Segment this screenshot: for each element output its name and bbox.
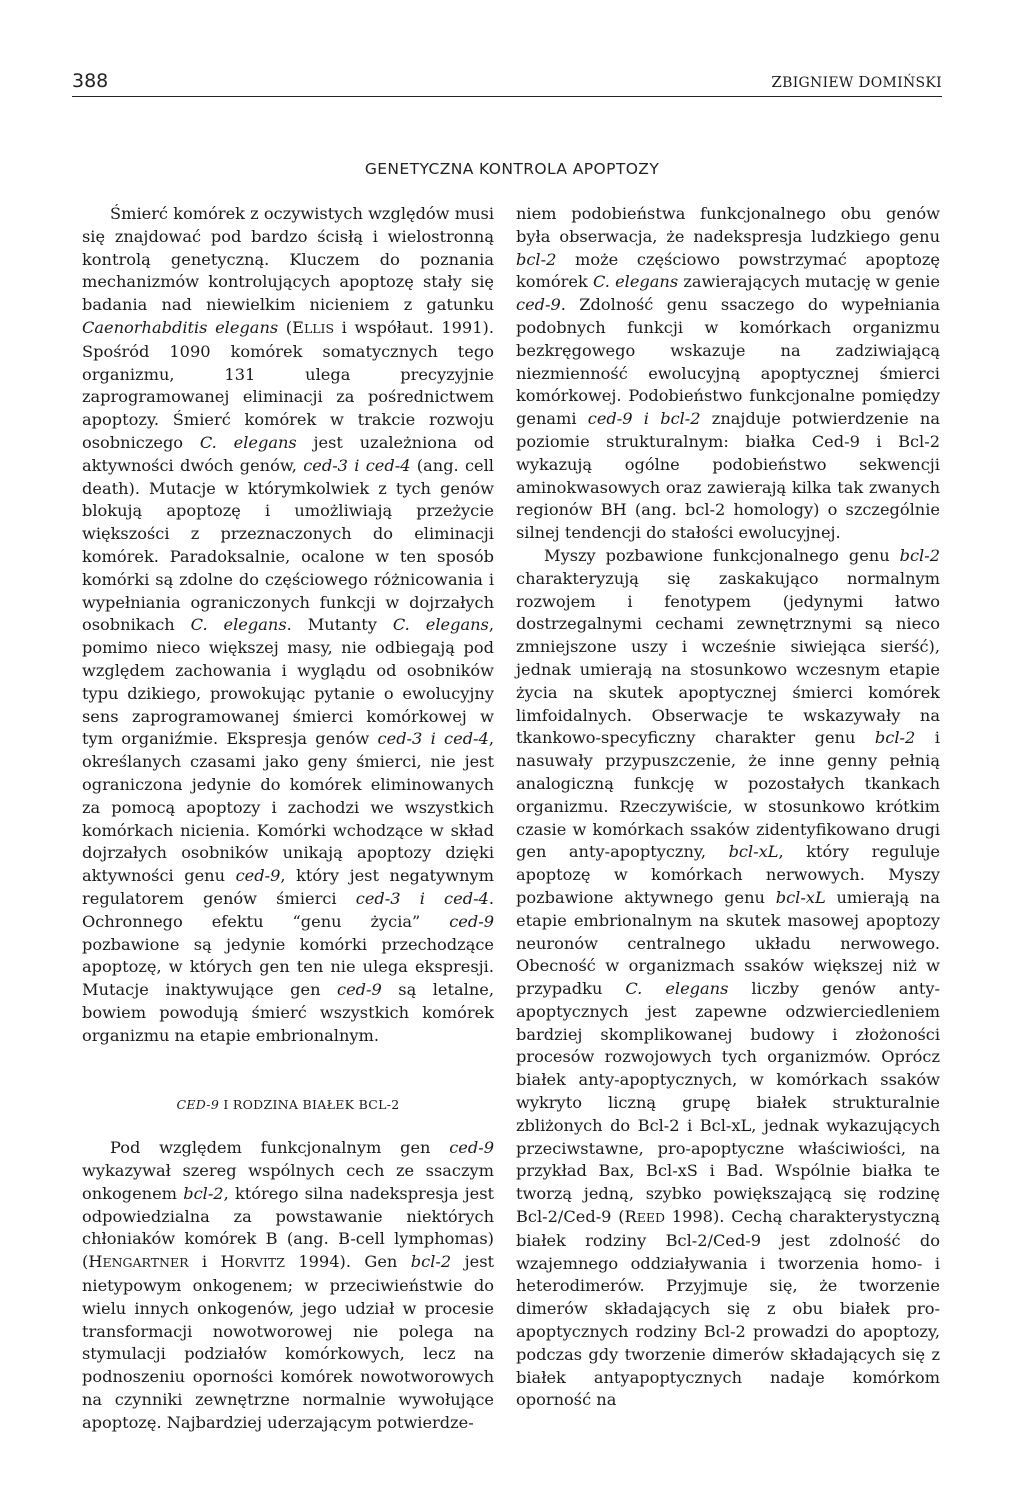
citation-author: ELLIS [292,317,335,337]
subsection-title: CED-9 I RODZINA BIAŁEK BCL-2 [176,1097,400,1113]
citation-author: HORVITZ [220,1252,285,1272]
paragraph-functional-similarity: niem podobieństwa funkcjonalnego obu genów była obserwacja, że nadekspresja ludzkiego genu bcl-2 może częściowo powstrzymać apoptozę komórek C. elegans zawierających mutację w genie ced-9. Zdolność genu ssaczego do wypełniania podobnych funkcji w komórkach organizmu bezkręgowego wskazuje na zadziwiającą niezmienność ewolucyjną apoptycznej śmierci komórkowej. Podobieństwo funkcjonalne pomiędzy genami ced-9 i bcl-2 znajduje potwierdzenie na poziomie strukturalnym: białka Ced-9 i Bcl-2 wykazują ogólne podobieństwo sekwencji aminokwasowych oraz zawierają kilka tak zwanych regionów BH (ang. bcl-2 homology) o szczególnie silnej tendencji do stałości ewolucyjnej. [516,204,940,543]
paragraph-knockout-mice: Myszy pozbawione funkcjonalnego genu bcl-2 charakteryzują się zaskakująco normalnym rozwojem i fenotypem (jedynymi łatwo dostrzegalnymi cechami zewnętrznymi są nieco zmniejszone uszy i wcześnie siwiejąca sierść), jednak umierają na stosunkowo wczesnym etapie życia na skutek apoptycznej śmierci komórek limfoidalnych. Obserwacje te wskazywały na tkankowo-specyficzny charakter genu bcl-2 i nasuwały przypuszczenie, że inne genny pełnią analogiczną funkcję w pozostałych tkankach organizmu. Rzeczywiście, w stosunkowo krótkim czasie w komórkach ssaków zidentyfikowano drugi gen anty-apoptyczny, bcl-xL, który reguluje apoptozę w komórkach nerwowych. Myszy pozbawione aktywnego genu bcl-xL umierają na etapie embrionalnym na skutek masowej apoptozy neuronów centralnego układu nerwowego. Obecność w organizmach ssaków większej niż w przypadku C. elegans liczby genów anty-apoptycznych jest zapewne odzwierciedleniem bardziej skomplikowanej budowy i złożoności procesów rozwojowych tych organizmów. Oprócz białek anty-apoptycznych, w komórkach ssaków wykryto liczną grupę białek strukturalnie zbliżonych do Bcl-2 i Bcl-xL, jednak wykazujących przeciwstawne, pro-apoptyczne właściwiości, na przykład Bax, Bcl-xS i Bad. Wspólnie białka te tworzą jedną, szybko powiększającą się rodzinę Bcl-2/Ced-9 (REED 1998). Cechą charakterystyczną białek rodziny Bcl-2/Ced-9 jest zdolność do wzajemnego oddziaływania i tworzenia homo- i heterodimerów. Przyjmuje się, że tworzenie dimerów składających się z obu białek pro-apoptycznych rodziny Bcl-2 prowadzi do apoptozy, podczas gdy tworzenie dimerów składających się z białek antyapoptycznych nadaje komórkom oporność na [516,545,941,1410]
citation-author: REED [624,1207,666,1227]
right-column [516,203,940,1412]
left-column [82,203,494,1435]
section-title: GENETYCZNA KONTROLA APOPTOZY [364,160,660,178]
running-head-author: ZBIGNIEW DOMIŃSKI [771,73,942,91]
citation-author: HENGARTNER [88,1252,189,1272]
page-header [72,70,942,97]
paragraph-ced9-bcl2: Pod względem funkcjonalnym gen ced-9 wykazywał szereg wspólnych cech ze ssaczym onkogenem bcl-2, którego silna nadekspresja jest odpowiedzialna za powstawanie niektórych chłoniaków komórek B (ang. B-cell lymphomas) (HENGARTNER i HORVITZ 1994). Gen bcl-2 jest nietypowym onkogenem; w przeciwieństwie do wielu innych onkogenów, jego udział w procesie transformacji nowotworowej nie polega na stymulacji podziałów komórkowych, lecz na podnoszeniu oporności komórek nowotworowych na czynniki zewnętrzne normalnie wywołujące apoptozę. Najbardziej uderzającym potwierdze- [82,1138,495,1432]
paragraph-apoptosis-genetics: Śmierć komórek z oczywistych względów musi się znajdować pod bardzo ścisłą i wielostronną kontrolą genetyczną. Kluczem do poznania mechanizmów kontrolujących apoptozę stały się badania nad niewielkim nicieniem z gatunku Caenorhabditis elegans (ELLIS i współaut. 1991). Spośród 1090 komórek somatycznych tego organizmu, 131 ulega precyzyjnie zaprogramowanej eliminacji za pośrednictwem apoptozy. Śmierć komórek w trakcie rozwoju osobniczego C. elegans jest uzależniona od aktywności dwóch genów, ced-3 i ced-4 (ang. cell death). Mutacje w którymkolwiek z tych genów blokują apoptozę i umożliwiają przeżycie większości z przeznaczonych do eliminacji komórek. Paradoksalnie, ocalone w ten sposób komórki są zdolne do częściowego różnicowania i wypełniania ograniczonych funkcji w dojrzałych osobnikach C. elegans. Mutanty C. elegans, pomimo nieco większej masy, nie odbiegają pod względem zachowania i wyglądu od osobników typu dzikiego, prowokując pytanie o ewolucyjny sens zaprogramowanej śmierci komórkowej w tym organiźmie. Ekspresja genów ced-3 i ced-4, określanych czasami jako geny śmierci, nie jest ograniczona jedynie do komórek eliminowanych za pomocą apoptozy i zachodzi we wszystkich komórkach nicienia. Komórki wchodzące w skład dojrzałych osobników unikają apoptozy dzięki aktywności genu ced-9, który jest negatywnym regulatorem genów śmierci ced-3 i ced-4. Ochronnego efektu “genu życia” ced-9 pozbawione są jedynie komórki przechodzące apoptozę, w których gen ten nie ulega ekspresji. Mutacje inaktywujące gen ced-9 są letalne, bowiem powodują śmierć wszystkich komórek organizmu na etapie embrionalnym. [82,204,494,1045]
page-number: 388 [72,70,109,92]
